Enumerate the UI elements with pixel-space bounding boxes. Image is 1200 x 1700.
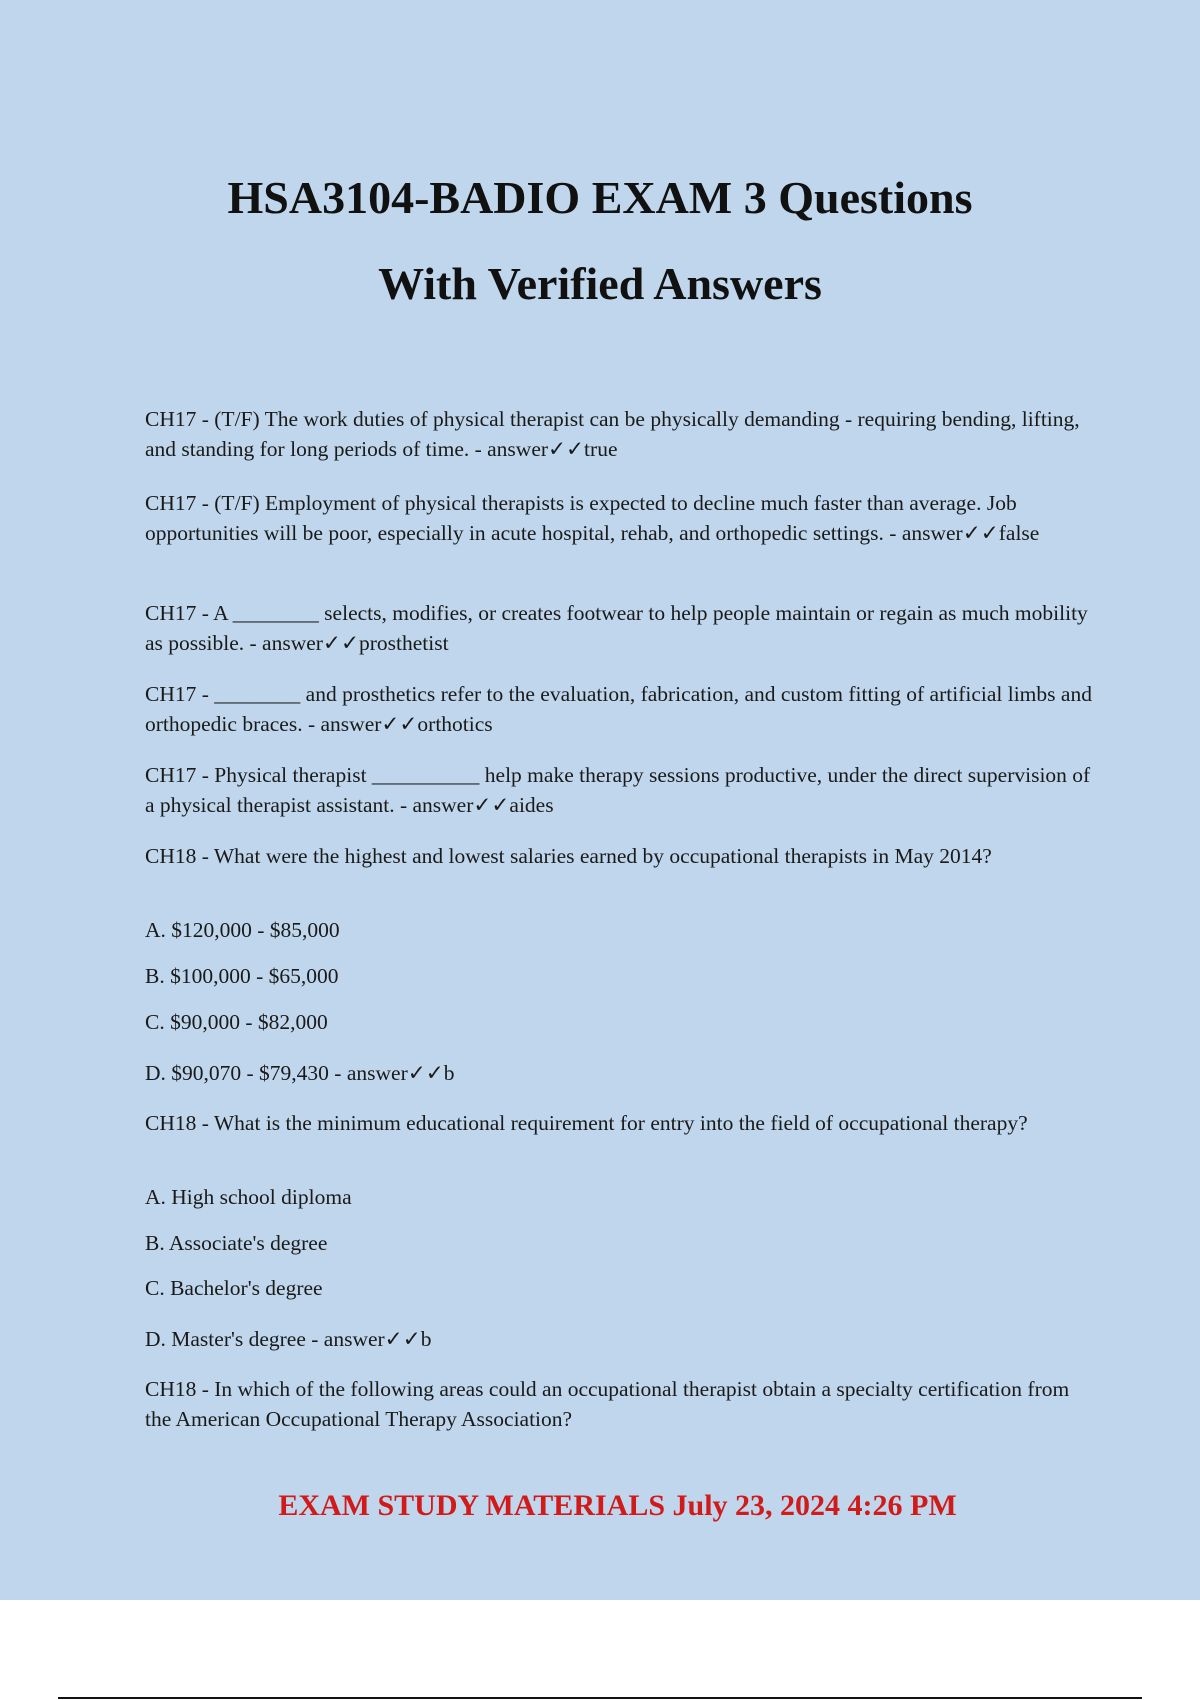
document-title-line-1: HSA3104-BADIO EXAM 3 Questions bbox=[227, 172, 973, 223]
question-text: CH17 - (T/F) Employment of physical therapists is expected to decline much faster than average. Job opportunities will be poor, especially in acute hospital, rehab, and orthopedic settings. - answer✓✓false bbox=[145, 491, 1040, 545]
answer-option: A. $120,000 - $85,000 bbox=[145, 918, 340, 942]
question-text: CH17 - (T/F) The work duties of physical therapist can be physically demanding - requiring bending, lifting, and standing for long periods of time. - answer✓✓true bbox=[145, 407, 1080, 461]
answer-option: B. $100,000 - $65,000 bbox=[145, 964, 339, 988]
answer-option: A. High school diploma bbox=[145, 1185, 352, 1209]
exam-stamp: EXAM STUDY MATERIALS July 23, 2024 4:26 PM bbox=[278, 1489, 957, 1522]
answer-option: D. Master's degree - answer✓✓b bbox=[145, 1327, 432, 1351]
question-text: CH18 - In which of the following areas could an occupational therapist obtain a specialty certification from the American Occupational Therapy Association? bbox=[145, 1377, 1070, 1431]
answer-option: D. $90,070 - $79,430 - answer✓✓b bbox=[145, 1061, 455, 1085]
question-text: CH17 - Physical therapist __________ help make therapy sessions productive, under the direct supervision of a physical therapist assistant. - answer✓✓aides bbox=[145, 763, 1091, 817]
answer-option: C. $90,000 - $82,000 bbox=[145, 1010, 328, 1034]
footer-divider bbox=[58, 1697, 1142, 1699]
answer-option: C. Bachelor's degree bbox=[145, 1276, 323, 1300]
question-text: CH18 - What were the highest and lowest salaries earned by occupational therapists in May 2014? bbox=[145, 844, 992, 868]
answer-option: B. Associate's degree bbox=[145, 1231, 328, 1255]
question-text: CH17 - A ________ selects, modifies, or creates footwear to help people maintain or regain as much mobility as possible. - answer✓✓prosthetist bbox=[145, 601, 1088, 655]
question-text: CH17 - ________ and prosthetics refer to the evaluation, fabrication, and custom fitting of artificial limbs and orthopedic braces. - answer✓✓orthotics bbox=[145, 682, 1092, 736]
question-text: CH18 - What is the minimum educational requirement for entry into the field of occupational therapy? bbox=[145, 1111, 1028, 1135]
document-title-line-2: With Verified Answers bbox=[378, 258, 822, 309]
